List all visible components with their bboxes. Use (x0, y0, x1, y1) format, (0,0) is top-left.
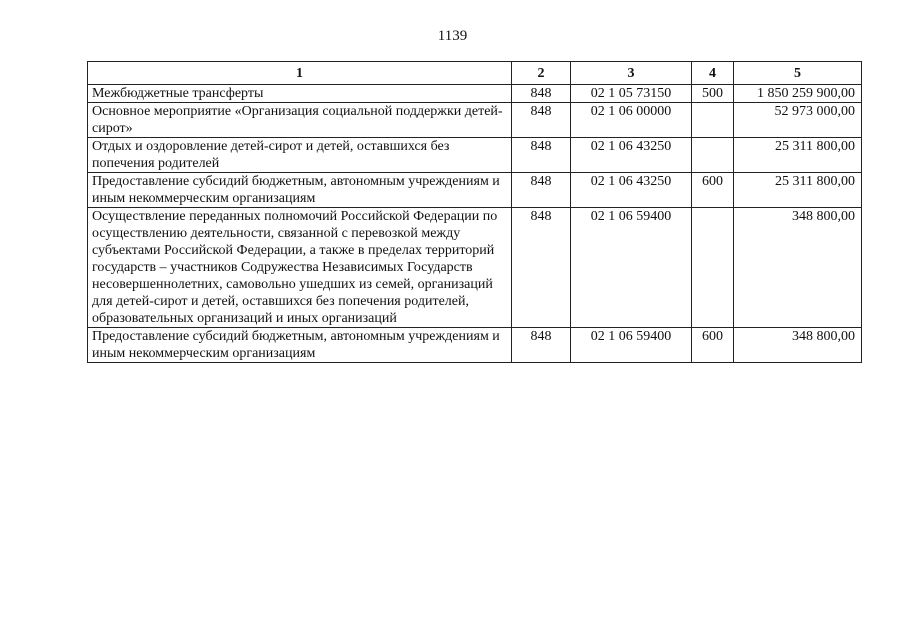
page-number: 1139 (437, 28, 468, 44)
row-description: Отдых и оздоровление детей-сирот и детей, оставшихся без попечения родителей (88, 138, 512, 173)
row-expense-type: 600 (692, 328, 734, 363)
column-header: 2 (512, 62, 571, 85)
table-row (88, 173, 862, 208)
row-code: 848 (512, 103, 571, 138)
row-target-article: 02 1 06 59400 (571, 328, 692, 363)
row-target-article: 02 1 05 73150 (571, 85, 692, 103)
row-code: 848 (512, 208, 571, 328)
row-expense-type: 500 (692, 85, 734, 103)
column-header: 3 (571, 62, 692, 85)
table-row (88, 138, 862, 173)
table-row (88, 103, 862, 138)
table-header-row (88, 62, 862, 85)
row-expense-type (692, 138, 734, 173)
table-row (88, 85, 862, 103)
table-row (88, 328, 862, 363)
row-amount: 348 800,00 (734, 328, 862, 363)
row-amount: 348 800,00 (734, 208, 862, 328)
row-description: Межбюджетные трансферты (88, 85, 512, 103)
row-expense-type (692, 208, 734, 328)
row-amount: 52 973 000,00 (734, 103, 862, 138)
row-description: Основное мероприятие «Организация социальной поддержки детей-сирот» (88, 103, 512, 138)
row-code: 848 (512, 85, 571, 103)
row-code: 848 (512, 138, 571, 173)
row-amount: 25 311 800,00 (734, 138, 862, 173)
column-header: 4 (692, 62, 734, 85)
row-target-article: 02 1 06 59400 (571, 208, 692, 328)
row-target-article: 02 1 06 43250 (571, 138, 692, 173)
row-amount: 25 311 800,00 (734, 173, 862, 208)
row-description: Предоставление субсидий бюджетным, автономным учреждениям и иным некоммерческим организациям (88, 173, 512, 208)
row-code: 848 (512, 173, 571, 208)
row-amount: 1 850 259 900,00 (734, 85, 862, 103)
row-target-article: 02 1 06 00000 (571, 103, 692, 138)
row-target-article: 02 1 06 43250 (571, 173, 692, 208)
row-code: 848 (512, 328, 571, 363)
column-header: 5 (734, 62, 862, 85)
table-row (88, 208, 862, 328)
row-description: Предоставление субсидий бюджетным, автономным учреждениям и иным некоммерческим организациям (88, 328, 512, 363)
row-expense-type: 600 (692, 173, 734, 208)
row-description: Осуществление переданных полномочий Российской Федерации по осуществлению деятельности, связанной с перевозкой между субъектами Российской Федерации, а также в пределах территорий государств – участников Содружества Независимых Государств несовершеннолетних, самовольно ушедших из семей, организаций для детей-сирот и детей, оставшихся без попечения родителей, образовательных организаций и иных организаций (88, 208, 512, 328)
budget-table (87, 61, 862, 363)
row-expense-type (692, 103, 734, 138)
column-header: 1 (88, 62, 512, 85)
